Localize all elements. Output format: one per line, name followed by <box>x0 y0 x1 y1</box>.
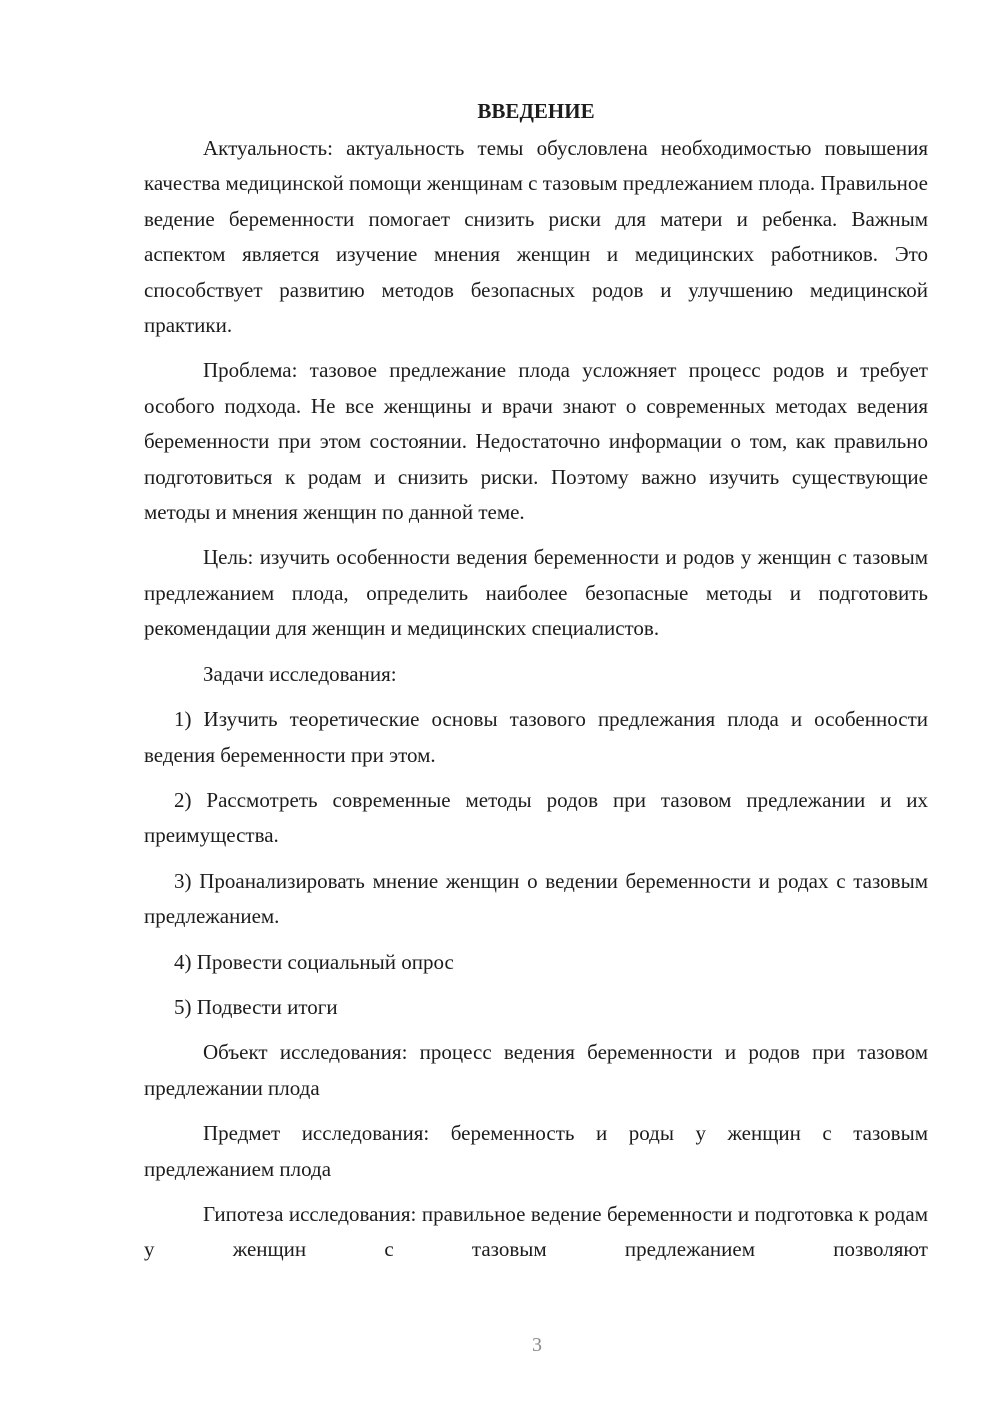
tasks-heading: Задачи исследования: <box>203 661 397 686</box>
page-title: ВВЕДЕНИЕ <box>477 99 595 123</box>
relevance-paragraph: Актуальность: актуальность темы обусловлена необходимостью повышения качества медицинской помощи женщинам с тазовым предлежанием плода. Правильное ведение беременности помогает снизить риски для матери и ребенка. Важным аспектом является изучение мнения женщин и медицинских работников. Это способствует развитию методов безопасных родов и улучшению медицинской практики. <box>144 136 928 338</box>
object-paragraph: Объект исследования: процесс ведения беременности и родов при тазовом предлежании плода <box>144 1040 928 1100</box>
problem-paragraph: Проблема: тазовое предлежание плода усложняет процесс родов и требует особого подхода. Не все женщины и врачи знают о современных методах ведения беременности при этом состоянии. Недостаточно информации о том, как правильно подготовиться к родам и снизить риски. Поэтому важно изучить существующие методы и мнения женщин по данной теме. <box>144 358 928 525</box>
page-number: 3 <box>532 1334 542 1356</box>
task-item-1: 1) Изучить теоретические основы тазового предлежания плода и особенности ведения беременности при этом. <box>144 707 928 767</box>
task-item-4: 4) Провести социальный опрос <box>174 949 454 974</box>
subject-paragraph: Предмет исследования: беременность и роды у женщин с тазовым предлежанием плода <box>144 1121 928 1181</box>
hypothesis-paragraph: Гипотеза исследования: правильное ведение беременности и подготовка к родам у женщин с тазовым предлежанием позволяют <box>144 1201 928 1262</box>
task-item-2: 2) Рассмотреть современные методы родов при тазовом предлежании и их преимущества. <box>144 787 928 848</box>
goal-paragraph: Цель: изучить особенности ведения беременности и родов у женщин с тазовым предлежанием плода, определить наиболее безопасные методы и подготовить рекомендации для женщин и медицинских специалистов. <box>144 545 928 641</box>
task-item-3: 3) Проанализировать мнение женщин о ведении беременности и родах с тазовым предлежанием. <box>144 868 928 929</box>
page-content <box>144 94 928 1278</box>
task-item-5: 5) Подвести итоги <box>174 994 338 1019</box>
